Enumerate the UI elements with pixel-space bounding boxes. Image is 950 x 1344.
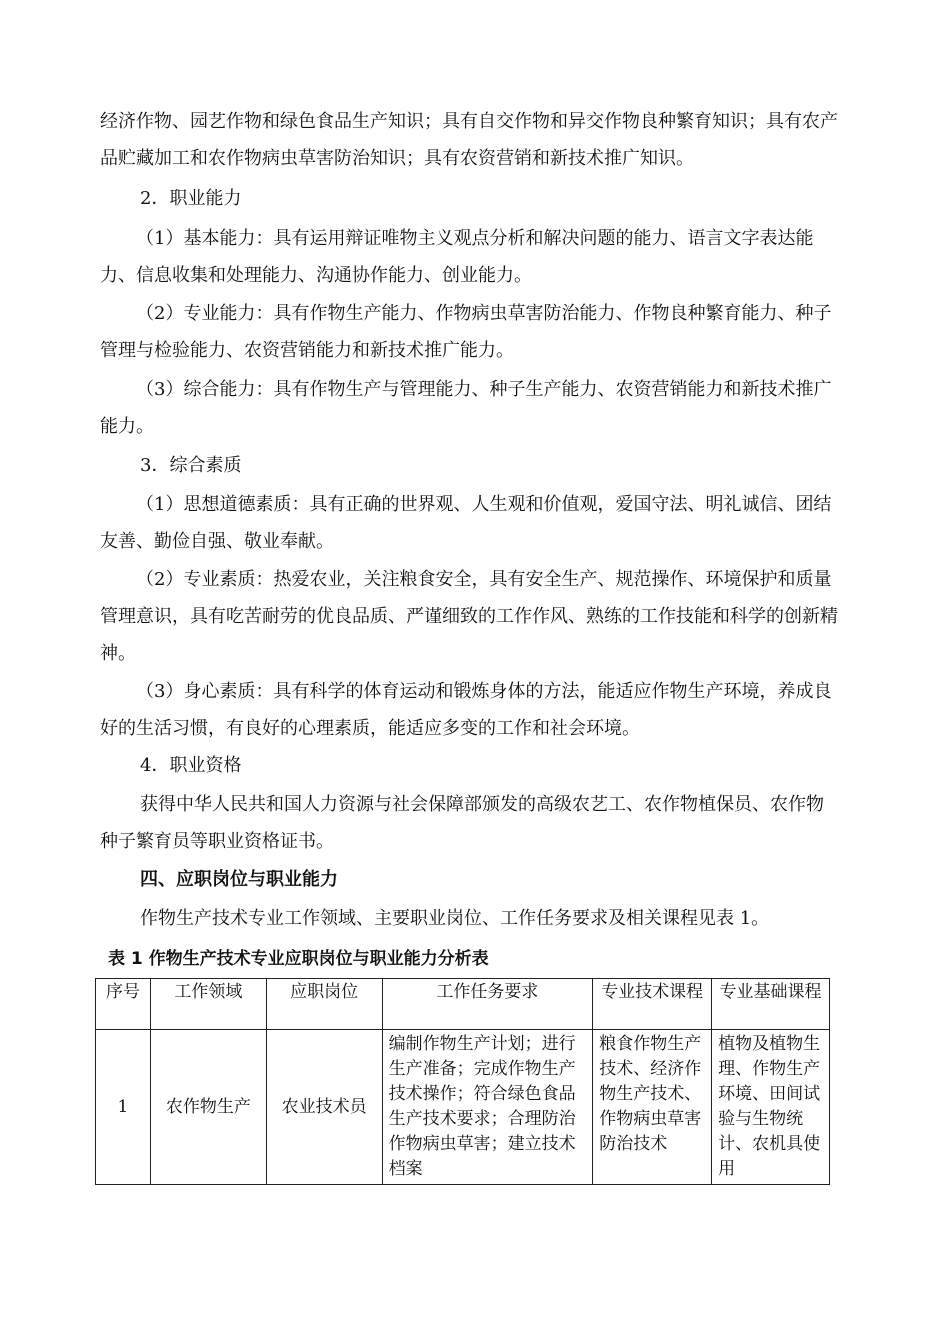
paragraph-professional-ability: （2）专业能力：具有作物生产能力、作物病虫草害防治能力、作物良种繁育能力、种子管理与检验能力、农资营销能力和新技术推广能力。 — [100, 303, 832, 361]
paragraph-moral-quality: （1）思想道德素质：具有正确的世界观、人生观和价值观，爱国守法、明礼诚信、团结友善、勤俭自强、敬业奉献。 — [100, 494, 832, 552]
paragraph-professional-quality: （2）专业素质：热爱农业，关注粮食安全，具有安全生产、规范操作、环境保护和质量管理意识，具有吃苦耐劳的优良品质、严谨细致的工作作风、熟练的工作技能和科学的创新精神。 — [100, 569, 838, 664]
header-basic-courses: 专业基础课程 — [712, 979, 830, 1030]
paragraph-basic-ability: （1）基本能力：具有运用辩证唯物主义观点分析和解决问题的能力、语言文字表达能力、信息收集和处理能力、沟通协作能力、创业能力。 — [100, 228, 814, 286]
cell-basic-courses: 植物及植物生理、作物生产环境、田间试验与生物统计、农机具使用 — [712, 1030, 830, 1185]
header-task-requirements: 工作任务要求 — [382, 979, 593, 1030]
job-ability-table — [95, 978, 830, 1185]
header-index: 序号 — [96, 979, 151, 1030]
table-caption: 表 1 作物生产技术专业应职岗位与职业能力分析表 — [108, 949, 489, 969]
cell-technical-courses: 粮食作物生产技术、经济作物生产技术、作物病虫草害防治技术 — [593, 1030, 712, 1185]
heading-comprehensive-quality: 3．综合素质 — [140, 455, 242, 476]
heading-career-ability: 2．职业能力 — [140, 188, 242, 209]
paragraph-comprehensive-ability: （3）综合能力：具有作物生产与管理能力、种子生产能力、农资营销能力和新技术推广能力。 — [100, 379, 832, 437]
table-row — [96, 1030, 830, 1185]
paragraph-knowledge: 经济作物、园艺作物和绿色食品生产知识；具有自交作物和异交作物良种繁育知识；具有农产品贮藏加工和农作物病虫草害防治知识；具有农资营销和新技术推广知识。 — [100, 111, 838, 169]
header-technical-courses: 专业技术课程 — [593, 979, 712, 1030]
header-position: 应职岗位 — [266, 979, 382, 1030]
cell-index: 1 — [96, 1030, 151, 1185]
paragraph-qualification: 获得中华人民共和国人力资源与社会保障部颁发的高级农艺工、农作物植保员、农作物种子繁育员等职业资格证书。 — [100, 794, 824, 852]
table-header-row — [96, 979, 830, 1030]
section-heading: 四、应职岗位与职业能力 — [140, 869, 338, 890]
header-work-field: 工作领域 — [150, 979, 266, 1030]
heading-qualification: 4．职业资格 — [140, 755, 242, 776]
paragraph-physical-quality: （3）身心素质：具有科学的体育运动和锻炼身体的方法，能适应作物生产环境，养成良好的生活习惯，有良好的心理素质，能适应多变的工作和社会环境。 — [100, 681, 832, 739]
cell-task-requirements: 编制作物生产计划；进行生产准备；完成作物生产技术操作；符合绿色食品生产技术要求；合理防治作物病虫草害；建立技术档案 — [382, 1030, 593, 1185]
cell-work-field: 农作物生产 — [150, 1030, 266, 1185]
cell-position: 农业技术员 — [266, 1030, 382, 1185]
paragraph-table-intro: 作物生产技术专业工作领域、主要职业岗位、工作任务要求及相关课程见表 1。 — [140, 908, 770, 929]
